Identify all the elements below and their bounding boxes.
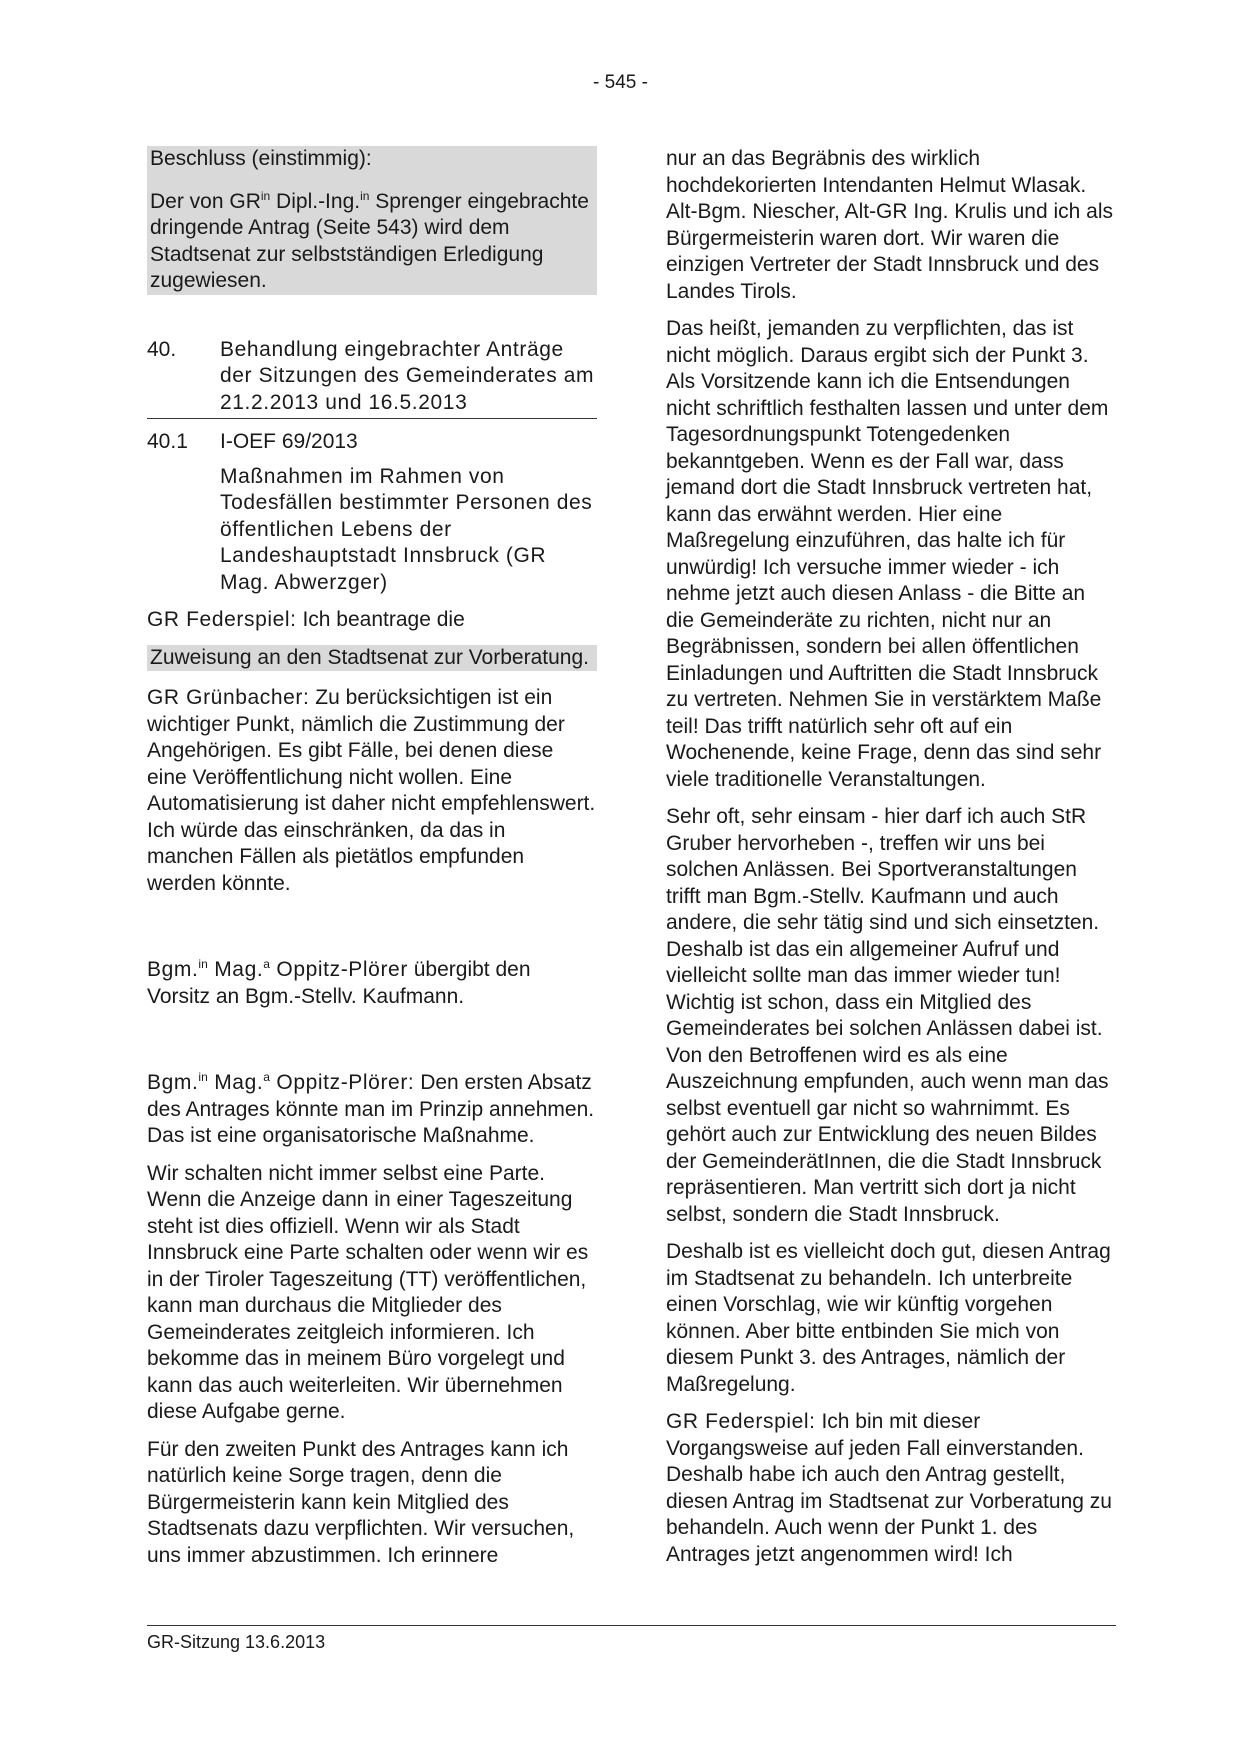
speech-gruenbacher: GR Grünbacher: Zu berücksichtigen ist ein wichtiger Punkt, nämlich die Zustimmung der Angehörigen. Es gibt Fälle, bei denen diese eine Veröffentlichung nicht wollen. Eine Automatisierung ist daher nicht empfehlenswert. Ich würde das einschränken, da das in manchen Fällen als pietätlos empfunden werden könnte. (147, 686, 596, 895)
decision-box (147, 146, 597, 295)
sub-item-number: 40.1 (147, 430, 188, 453)
paragraph-begraebnis: nur an das Begräbnis des wirklich hochdekorierten Intendanten Helmut Wlasak. Alt-Bgm. Niescher, Alt-GR Ing. Krulis und ich als Bürgermeisterin waren dort. Wir waren die einzigen Vertreter der Stadt Innsbruck und des Landes Tirols. (666, 147, 1113, 303)
footer-session: GR-Sitzung 13.6.2013 (147, 1632, 326, 1652)
referral-text: Zuweisung an den Stadtsenat zur Vorberatung. (150, 645, 589, 669)
decision-title: Beschluss (einstimmig): (150, 147, 372, 170)
footer-divider (147, 1625, 1116, 1626)
right-column (666, 146, 1116, 1579)
paragraph-zweiter-punkt: Für den zweiten Punkt des Antrages kann ich natürlich keine Sorge tragen, denn die Bürgermeisterin kann kein Mitglied des Stadtsenats dazu verpflichten. Wir versuchen, uns immer abzustimmen. Ich erinnere (147, 1437, 575, 1567)
referral-box (147, 645, 597, 672)
sub-item-description: Maßnahmen im Rahmen von Todesfällen bestimmter Personen des öffentlichen Lebens der Landeshauptstadt Innsbruck (GR Mag. Abwerzger) (220, 464, 593, 594)
speech-oppitz-ploerer: Bgm.$^{in}$ Mag.$^a$ Oppitz-Plörer: Den ersten Absatz des Antrages könnte man im Prinzip annehmen. Das ist eine organisatorische Maßnahme. (147, 1070, 595, 1147)
agenda-item-title: Behandlung eingebrachter Anträge der Sitzungen des Gemeinderates am 21.2.2013 und 16.5.2013 (220, 337, 595, 414)
page-number: - 545 - (593, 72, 648, 93)
agenda-item-heading (147, 337, 597, 420)
paragraph-deshalb: Deshalb ist es vielleicht doch gut, diesen Antrag im Stadtsenat zu behandeln. Ich unterbreite einen Vorschlag, wie wir künftig vorgehen können. Aber bitte entbinden Sie mich von diesem Punkt 3. des Antrages, nämlich der Maßregelung. (666, 1240, 1111, 1396)
paragraph-sehr-oft: Sehr oft, sehr einsam - hier darf ich auch StR Gruber hervorheben -, treffen wir uns bei solchen Anlässen. Bei Sportveranstaltungen trifft man Bgm.-Stellv. Kaufmann und auch andere, die sehr tätig sind und sich einsetzten. Deshalb ist das ein allgemeiner Aufruf und vielleicht sollte man das immer wieder tun! Wichtig ist schon, dass ein Mitglied des Gemeinderates bei solchen Anlässen dabei ist. Von den Betroffenen wird es als eine Auszeichnung empfunden, auch wenn man das selbst eventuell gar nicht so wahrnimmt. Es gehört auch zur Entwicklung des neuen Bildes der GemeinderätInnen, die die Stadt Innsbruck repräsentieren. Man vertritt sich dort ja nicht selbst, sondern die Stadt Innsbruck. (666, 805, 1109, 1226)
left-column (147, 146, 597, 1580)
chair-handover: Bgm.$^{in}$ Mag.$^a$ Oppitz-Plörer übergibt den Vorsitz an Bgm.-Stellv. Kaufmann. (147, 957, 531, 1008)
agenda-item-number: 40. (147, 337, 177, 361)
paragraph-parte: Wir schalten nicht immer selbst eine Parte. Wenn die Anzeige dann in einer Tageszeitung steht ist dies offiziell. Wenn wir als Stadt Innsbruck eine Parte schalten oder wenn wir es in der Tiroler Tageszeitung (TT) veröffentlichen, kann man durchaus die Mitglieder des Gemeinderates zeitgleich informieren. Ich bekomme das in meinem Büro vorgelegt und kann das auch weiterleiten. Wir übernehmen diese Aufgabe gerne. (147, 1161, 589, 1423)
sub-item-heading (147, 429, 597, 456)
speech-federspiel-2: GR Federspiel: Ich bin mit dieser Vorgangsweise auf jeden Fall einverstanden. Deshalb habe ich auch den Antrag gestellt, diesen Antrag im Stadtsenat zur Vorberatung zu behandeln. Auch wenn der Punkt 1. des Antrages jetzt angenommen wird! Ich (666, 1410, 1112, 1566)
speech-federspiel-1: GR Federspiel: Ich beantrage die (147, 608, 465, 631)
paragraph-verpflichten: Das heißt, jemanden zu verpflichten, das ist nicht möglich. Daraus ergibt sich der Punkt 3. Als Vorsitzende kann ich die Entsendungen nicht schriftlich festhalten lassen und unter dem Tagesordnungspunkt Totengedenken bekanntgeben. Wenn es der Fall war, dass jemand dort die Stadt Innsbruck vertreten hat, kann das erwähnt werden. Hier eine Maßregelung einzuführen, das halte ich für unwürdig! Ich versuche immer wieder - ich nehme jetzt auch diesen Anlass - die Bitte an die Gemeinderäte zu richten, nicht nur an Begräbnissen, sondern bei allen öffentlichen Einladungen und Auftritten die Stadt Innsbruck zu vertreten. Nehmen Sie in verstärktem Maße teil! Das trifft natürlich sehr oft auf ein Wochenende, keine Frage, denn das sind sehr viele traditionelle Veranstaltungen. (666, 317, 1109, 791)
decision-text: Der von $GR^{in}$ Dipl.-Ing.$^{in}$ Sprenger eingebrachte dringende Antrag (Seite 543) wird dem Stadtsenat zur selbstständigen Erledigung zugewiesen. (150, 188, 589, 292)
sub-item-title: I-OEF 69/2013 (220, 430, 358, 453)
